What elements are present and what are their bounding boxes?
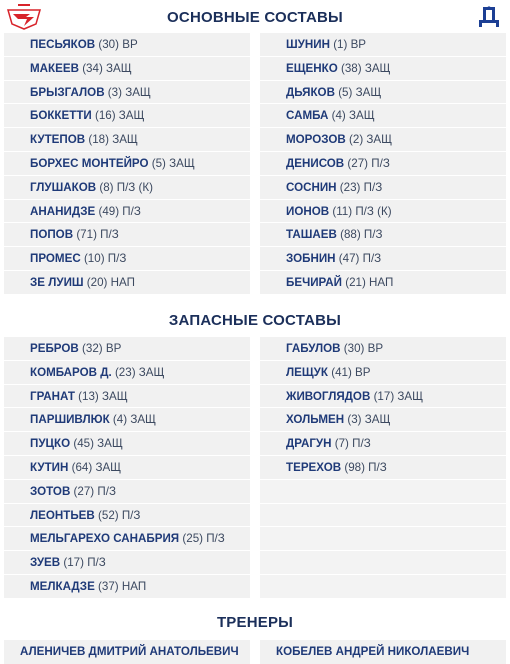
- player-name[interactable]: КОМБАРОВ Д.: [30, 365, 112, 379]
- coaches-title: ТРЕНЕРЫ: [216, 614, 294, 631]
- player-name[interactable]: КУТИН: [30, 460, 69, 474]
- player-number-position: (49) П/З: [98, 204, 141, 218]
- player-number-position: (38) ЗАЩ: [340, 61, 391, 75]
- player-row[interactable]: [4, 527, 250, 551]
- player-number-position: (32) ВР: [82, 342, 122, 355]
- player-name[interactable]: ТЕРЕХОВ: [286, 460, 342, 474]
- player-number-position: (71) П/З: [76, 228, 119, 242]
- player-number-position: (2) ЗАЩ: [349, 133, 393, 147]
- player-number-position: (27) П/З: [73, 484, 116, 498]
- player-name[interactable]: БЕЧИРАЙ: [286, 275, 342, 289]
- player-name[interactable]: ПУЦКО: [30, 437, 71, 451]
- player-number-position: (98) П/З: [344, 460, 387, 474]
- player-name[interactable]: ПОПОВ: [30, 228, 74, 242]
- player-name[interactable]: ДРАГУН: [286, 437, 332, 451]
- player-row[interactable]: [260, 247, 506, 271]
- home-starting-list: [4, 33, 250, 295]
- player-name[interactable]: ЗЕ ЛУИШ: [30, 275, 84, 289]
- player-name[interactable]: ИОНОВ: [286, 204, 330, 218]
- starting-lineups-title: ОСНОВНЫЕ СОСТАВЫ: [167, 9, 343, 26]
- player-name[interactable]: ГЛУШАКОВ: [30, 180, 97, 194]
- player-row[interactable]: [260, 128, 506, 152]
- home-coach[interactable]: АЛЕНИЧЕВ ДМИТРИЙ АНАТОЛЬЕВИЧ: [4, 640, 250, 664]
- player-name[interactable]: ЛЕОНТЬЕВ: [30, 508, 95, 522]
- player-number-position: (23) ЗАЩ: [114, 365, 165, 379]
- player-number-position: (52) П/З: [98, 508, 141, 522]
- player-number-position: (4) ЗАЩ: [112, 413, 156, 427]
- player-number-position: (5) ЗАЩ: [338, 85, 382, 99]
- player-row[interactable]: [4, 247, 250, 271]
- player-name[interactable]: МОРОЗОВ: [286, 133, 346, 147]
- player-number-position: (4) ЗАЩ: [331, 109, 375, 123]
- empty-row: [260, 575, 506, 599]
- player-row[interactable]: [4, 57, 250, 81]
- player-number-position: (17) ЗАЩ: [373, 389, 424, 403]
- away-coach[interactable]: КОБЕЛЕВ АНДРЕЙ НИКОЛАЕВИЧ: [260, 640, 506, 664]
- substitutes-title: ЗАПАСНЫЕ СОСТАВЫ: [168, 312, 342, 329]
- player-number-position: (8) П/З (К): [99, 180, 154, 194]
- player-number-position: (17) П/З: [63, 556, 106, 570]
- player-name[interactable]: ЗОБНИН: [286, 252, 336, 266]
- player-name[interactable]: ЗУЕВ: [30, 556, 61, 570]
- player-row[interactable]: [260, 104, 506, 128]
- player-name[interactable]: САМБА: [286, 109, 329, 123]
- player-number-position: (25) П/З: [182, 532, 225, 546]
- player-row[interactable]: [260, 408, 506, 432]
- player-row[interactable]: [4, 104, 250, 128]
- player-number-position: (16) ЗАЩ: [94, 109, 145, 123]
- player-row[interactable]: [4, 575, 250, 599]
- player-row[interactable]: [4, 200, 250, 224]
- player-name[interactable]: МЕЛКАДЗЕ: [30, 579, 95, 593]
- player-name[interactable]: ЕЩЕНКО: [286, 61, 338, 75]
- player-number-position: (27) П/З: [347, 156, 390, 170]
- away-starting-list: [260, 33, 506, 295]
- player-number-position: (5) ЗАЩ: [151, 156, 195, 170]
- player-number-position: (30) ВР: [343, 342, 384, 355]
- empty-row: [260, 551, 506, 575]
- player-number-position: (1) ВР: [333, 38, 367, 51]
- player-name[interactable]: ПРОМЕС: [30, 252, 81, 266]
- player-name[interactable]: БОРХЕС МОНТЕЙРО: [30, 156, 149, 170]
- player-row[interactable]: [4, 408, 250, 432]
- player-row[interactable]: [4, 361, 250, 385]
- player-number-position: (11) П/З (К): [332, 204, 392, 218]
- player-number-position: (7) П/З: [334, 437, 371, 451]
- player-row[interactable]: [260, 57, 506, 81]
- player-row[interactable]: [4, 337, 250, 361]
- player-number-position: (37) НАП: [98, 579, 147, 593]
- player-name[interactable]: МЕЛЬГАРЕХО САНАБРИЯ: [30, 532, 180, 546]
- player-row[interactable]: [260, 432, 506, 456]
- player-name[interactable]: ШУНИН: [286, 38, 330, 51]
- empty-row: [260, 527, 506, 551]
- player-name[interactable]: БРЫЗГАЛОВ: [30, 85, 105, 99]
- player-name[interactable]: ЛЕЩУК: [286, 365, 328, 379]
- player-name[interactable]: ПАРШИВЛЮК: [30, 413, 110, 427]
- player-row[interactable]: [260, 81, 506, 105]
- player-number-position: (41) ВР: [331, 365, 371, 379]
- player-row[interactable]: [4, 551, 250, 575]
- empty-row: [260, 504, 506, 528]
- player-number-position: (45) ЗАЩ: [73, 437, 123, 451]
- player-name[interactable]: ДЕНИСОВ: [286, 156, 345, 170]
- player-row[interactable]: [260, 200, 506, 224]
- player-name[interactable]: ГАБУЛОВ: [286, 342, 341, 355]
- player-row[interactable]: [4, 81, 250, 105]
- player-name[interactable]: КУТЕПОВ: [30, 133, 86, 147]
- player-name[interactable]: СОСНИН: [286, 180, 337, 194]
- player-name[interactable]: БОККЕТТИ: [30, 109, 92, 123]
- player-number-position: (88) П/З: [340, 228, 383, 242]
- player-row[interactable]: [4, 152, 250, 176]
- player-number-position: (18) ЗАЩ: [88, 133, 138, 147]
- player-number-position: (20) НАП: [86, 275, 135, 289]
- player-row[interactable]: [4, 176, 250, 200]
- player-number-position: (21) НАП: [345, 275, 394, 289]
- player-row[interactable]: [4, 480, 250, 504]
- player-row[interactable]: [4, 223, 250, 247]
- player-row[interactable]: [4, 33, 250, 57]
- player-name[interactable]: МАКЕЕВ: [30, 61, 79, 75]
- away-subs-list: [260, 337, 506, 599]
- player-name[interactable]: РЕБРОВ: [30, 342, 79, 355]
- player-name[interactable]: ЖИВОГЛЯДОВ: [286, 389, 371, 403]
- player-number-position: (10) П/З: [83, 252, 127, 266]
- player-row[interactable]: [4, 432, 250, 456]
- player-name[interactable]: АНАНИДЗЕ: [30, 204, 96, 218]
- player-row[interactable]: [4, 456, 250, 480]
- player-name[interactable]: ГРАНАТ: [30, 389, 75, 403]
- player-row[interactable]: [260, 385, 506, 409]
- player-number-position: (23) П/З: [339, 180, 383, 194]
- player-row[interactable]: [260, 33, 506, 57]
- player-number-position: (30) ВР: [98, 38, 138, 51]
- player-row[interactable]: [260, 152, 506, 176]
- player-row[interactable]: [4, 128, 250, 152]
- player-row[interactable]: [260, 223, 506, 247]
- home-subs-list: [4, 337, 250, 599]
- player-name[interactable]: ПЕСЬЯКОВ: [30, 38, 96, 51]
- player-row[interactable]: [260, 456, 506, 480]
- player-name[interactable]: ЗОТОВ: [30, 484, 71, 498]
- player-number-position: (34) ЗАЩ: [82, 61, 132, 75]
- player-name[interactable]: ТАШАЕВ: [286, 228, 337, 242]
- player-name[interactable]: ХОЛЬМЕН: [286, 413, 345, 427]
- player-row[interactable]: [4, 271, 250, 295]
- player-number-position: (13) ЗАЩ: [78, 389, 128, 403]
- player-name[interactable]: ДЬЯКОВ: [286, 85, 335, 99]
- player-number-position: (47) П/З: [338, 252, 382, 266]
- player-number-position: (3) ЗАЩ: [347, 413, 391, 427]
- player-row[interactable]: [260, 271, 506, 295]
- player-row[interactable]: [260, 361, 506, 385]
- player-row[interactable]: [4, 385, 250, 409]
- player-row[interactable]: [260, 176, 506, 200]
- empty-row: [260, 480, 506, 504]
- player-row[interactable]: [260, 337, 506, 361]
- player-number-position: (3) ЗАЩ: [107, 85, 151, 99]
- player-number-position: (64) ЗАЩ: [71, 460, 122, 474]
- player-row[interactable]: [4, 504, 250, 528]
